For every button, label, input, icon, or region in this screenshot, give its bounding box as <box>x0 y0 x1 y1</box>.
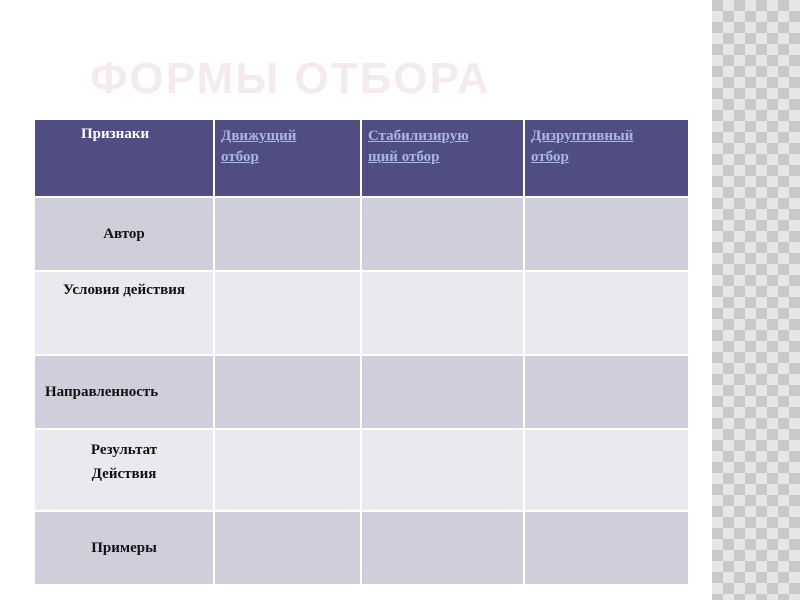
row-label-result-line-1: Результат <box>90 442 158 458</box>
row-label-author: Автор <box>34 197 214 271</box>
table-header-row <box>34 119 689 197</box>
table-cell[interactable] <box>361 511 524 585</box>
table-cell[interactable] <box>214 511 361 585</box>
slide-title: ФОРМЫ ОТБОРА <box>90 54 491 103</box>
row-label-direction: Направленность <box>34 355 214 429</box>
header-attributes: Признаки <box>34 119 214 197</box>
selection-forms-table <box>33 118 690 586</box>
table-cell[interactable] <box>361 197 524 271</box>
header-driving-line-1[interactable]: Движущий <box>221 128 297 144</box>
header-stabilizing-selection[interactable] <box>361 119 524 197</box>
row-label-result <box>34 429 214 511</box>
header-driving-line-2[interactable]: отбор <box>221 149 259 165</box>
table-cell[interactable] <box>524 271 689 355</box>
table-cell[interactable] <box>214 429 361 511</box>
row-label-conditions: Условия действия <box>34 271 214 355</box>
table-cell[interactable] <box>524 511 689 585</box>
table-cell[interactable] <box>361 355 524 429</box>
table-cell[interactable] <box>214 271 361 355</box>
header-disruptive-selection[interactable] <box>524 119 689 197</box>
decorative-pattern-band <box>712 0 800 600</box>
table-cell[interactable] <box>214 355 361 429</box>
table-cell[interactable] <box>524 429 689 511</box>
table-cell[interactable] <box>361 271 524 355</box>
header-stabilizing-line-2[interactable]: щий отбор <box>368 149 440 165</box>
table-row <box>34 197 689 271</box>
row-label-result-line-2: Действия <box>91 466 157 482</box>
table-cell[interactable] <box>361 429 524 511</box>
table-cell[interactable] <box>524 355 689 429</box>
table-row <box>34 271 689 355</box>
row-label-examples: Примеры <box>34 511 214 585</box>
table-cell[interactable] <box>214 197 361 271</box>
table-cell[interactable] <box>524 197 689 271</box>
header-disruptive-line-1[interactable]: Дизруптивный <box>531 128 634 144</box>
header-stabilizing-line-1[interactable]: Стабилизирую <box>368 128 469 144</box>
table-row <box>34 355 689 429</box>
header-driving-selection[interactable] <box>214 119 361 197</box>
table-row <box>34 511 689 585</box>
header-disruptive-line-2[interactable]: отбор <box>531 149 569 165</box>
table-row <box>34 429 689 511</box>
